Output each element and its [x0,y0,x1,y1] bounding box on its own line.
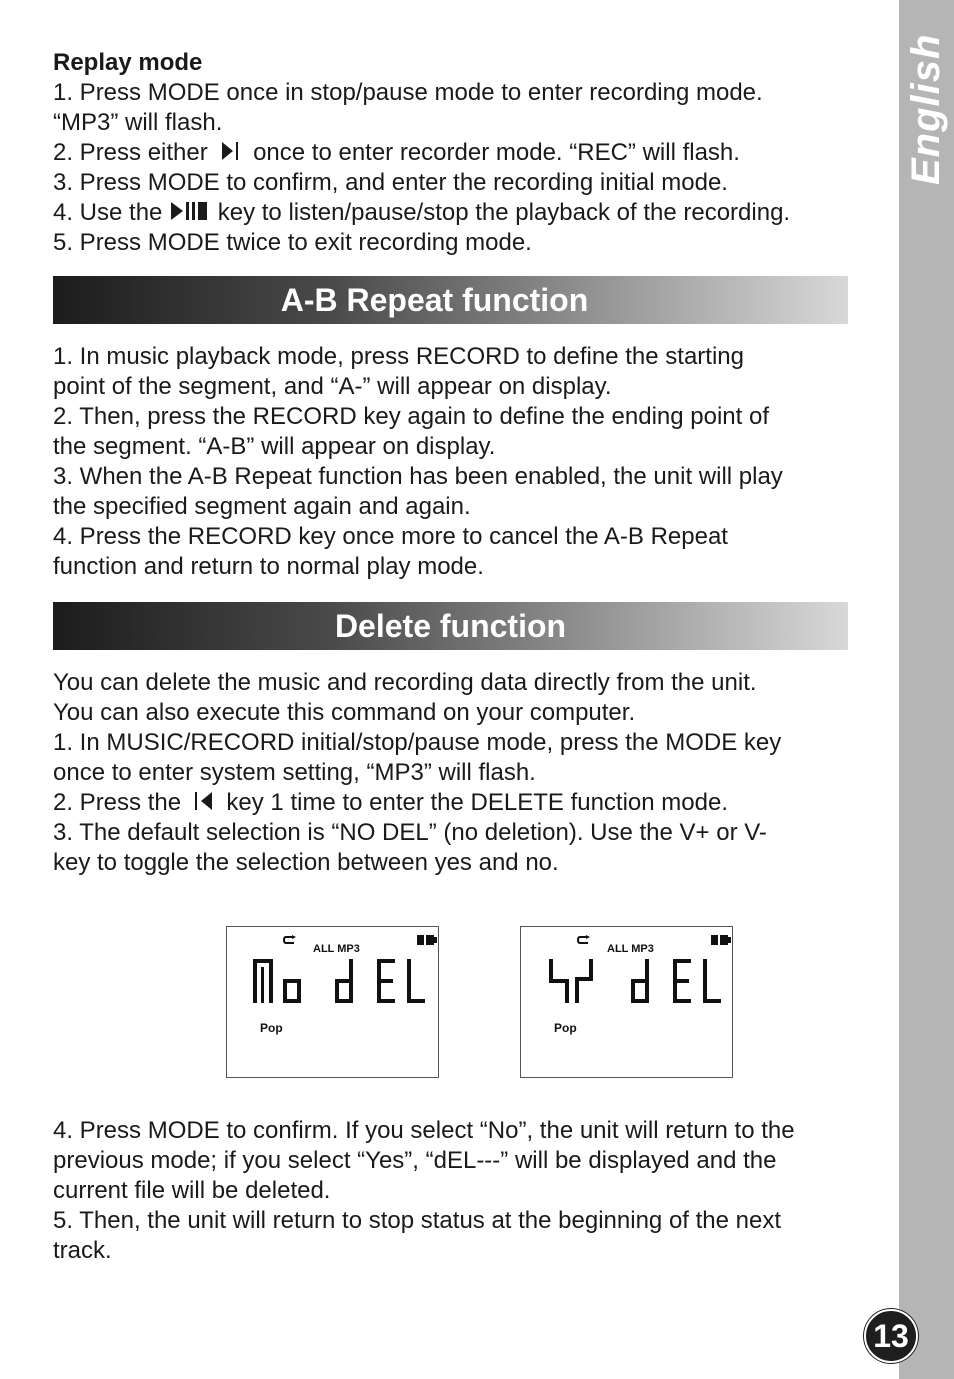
replay-step-5: 5. Press MODE twice to exit recording mode. [53,229,532,256]
delete-line-1: You can delete the music and recording data directly from the unit. [53,669,757,696]
ab-line-1: 1. In music playback mode, press RECORD to define the starting [53,343,744,370]
ab-line-4: the segment. “A-B” will appear on display. [53,433,496,460]
battery-icon [711,934,731,946]
replay-step-2-b: once to enter recorder mode. “REC” will flash. [253,139,740,166]
delete-after-line-1: 4. Press MODE to confirm. If you select “No”, the unit will return to the [53,1117,795,1144]
replay-mode-section [53,48,853,258]
replay-step-2-a: 2. Press either [53,139,208,166]
replay-step-4 [53,198,853,228]
side-tab [899,0,954,1379]
replay-step-3: 3. Press MODE to confirm, and enter the recording initial mode. [53,169,728,196]
ab-repeat-section [53,342,853,582]
replay-step-4-a: 4. Use the [53,199,163,226]
replay-step-1-cont: “MP3” will flash. [53,109,223,136]
replay-step-1: 1. Press MODE once in stop/pause mode to enter recording mode. [53,79,763,106]
lcd-segment-yes-del [549,957,729,1007]
delete-title: Delete function [334,608,567,644]
skip-forward-icon [218,139,242,163]
ab-line-6: the specified segment again and again. [53,493,471,520]
lcd-segment-no-del [253,957,433,1007]
ab-line-8: function and return to normal play mode. [53,553,484,580]
lcd-screens [53,926,853,1076]
repeat-icon [283,935,297,945]
delete-line-2: You can also execute this command on your computer. [53,699,636,726]
ab-line-3: 2. Then, press the RECORD key again to define the ending point of [53,403,769,430]
delete-line-6: 3. The default selection is “NO DEL” (no deletion). Use the V+ or V- [53,819,767,846]
skip-back-icon [192,789,216,813]
delete-after-line-5: track. [53,1237,112,1264]
replay-step-4-b: key to listen/pause/stop the playback of the recording. [217,199,791,226]
page-number: 13 [864,1309,918,1363]
delete-line-3: 1. In MUSIC/RECORD initial/stop/pause mode, press the MODE key [53,729,782,756]
delete-section [53,668,853,878]
delete-after-line-3: current file will be deleted. [53,1177,331,1204]
lcd-mode-label: ALL MP3 [313,943,360,955]
page-content [53,48,853,1266]
lcd-mode-label: ALL MP3 [607,943,654,955]
ab-line-2: point of the segment, and “A-” will appear on display. [53,373,612,400]
delete-line-5 [53,788,853,818]
ab-line-7: 4. Press the RECORD key once more to cancel the A-B Repeat [53,523,728,550]
delete-after-line-2: previous mode; if you select “Yes”, “dEL---” will be displayed and the [53,1147,777,1174]
delete-line-5-b: key 1 time to enter the DELETE function mode. [226,789,728,816]
repeat-icon [577,935,591,945]
delete-after-line-4: 5. Then, the unit will return to stop status at the beginning of the next [53,1207,782,1234]
delete-line-7: key to toggle the selection between yes and no. [53,849,559,876]
play-pause-icon [169,199,209,223]
delete-line-4: once to enter system setting, “MP3” will flash. [53,759,536,786]
language-tab-label: English [904,33,948,185]
battery-icon [417,934,437,946]
ab-repeat-title: A-B Repeat function [280,282,589,318]
delete-line-5-a: 2. Press the [53,789,182,816]
delete-banner [53,602,848,650]
lcd-screen-no-del [226,926,439,1078]
replay-step-2 [53,138,853,168]
lcd-screen-yes-del [520,926,733,1078]
ab-repeat-banner [53,276,848,324]
lcd-genre-label: Pop [554,1021,577,1035]
ab-line-5: 3. When the A-B Repeat function has been enabled, the unit will play [53,463,783,490]
delete-after-section [53,1116,853,1266]
lcd-genre-label: Pop [260,1021,283,1035]
replay-mode-title: Replay mode [53,49,203,76]
